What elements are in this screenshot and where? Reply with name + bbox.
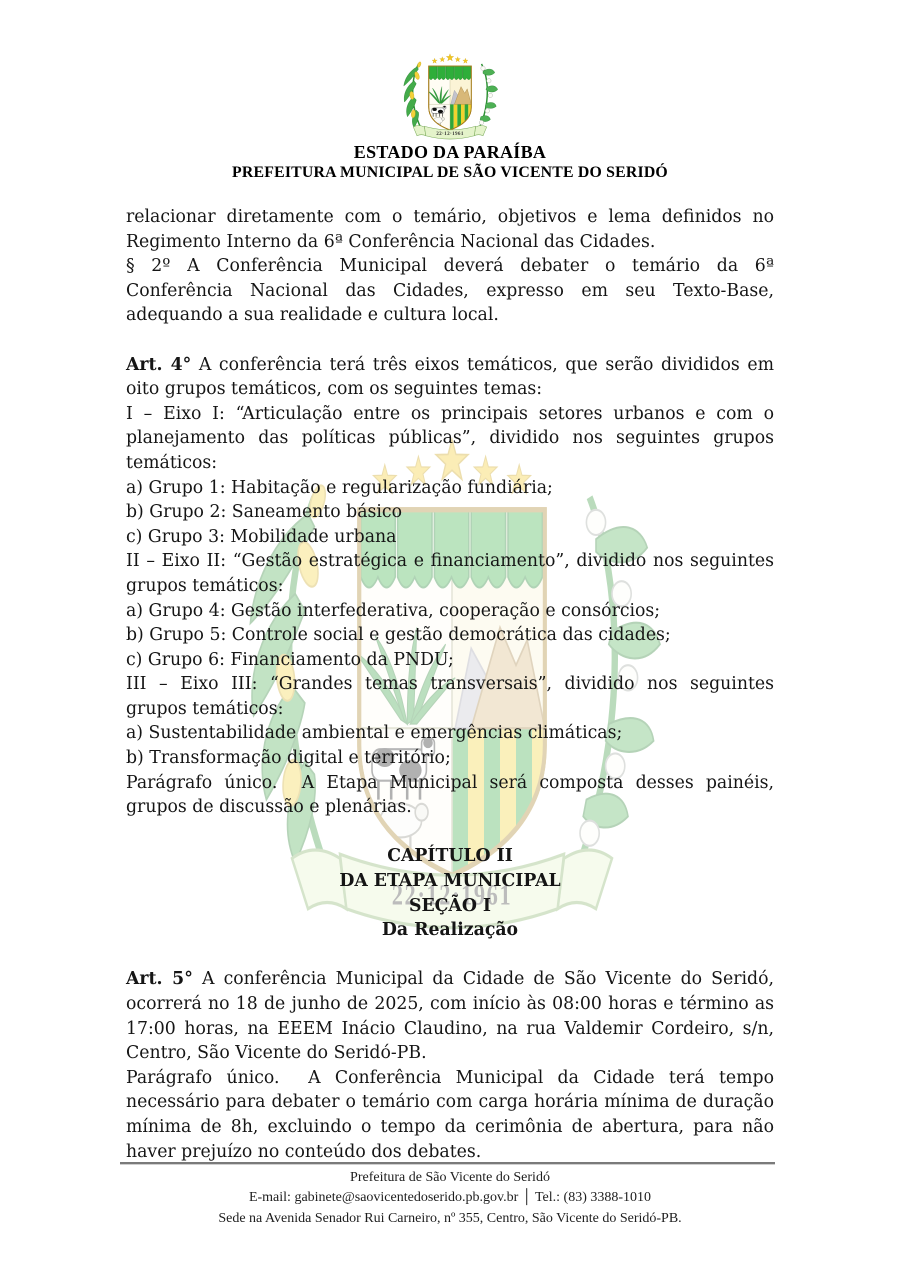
- footer-contact-line: E-mail: gabinete@saovicentedoserido.pb.gov.br │ Tel.: (83) 3388-1010: [248, 1190, 652, 1206]
- paragraph-text: II – Eixo II: “Gestão estratégica e financiamento”, dividido nos seguintes grupos temáticos:: [126, 551, 774, 596]
- article-lead: Art. 5°: [126, 969, 193, 990]
- paragraph: [126, 205, 774, 254]
- paragraph-text: Parágrafo único. A Etapa Municipal será composta desses painéis, grupos de discussão e plenárias.: [126, 772, 774, 818]
- municipality-title: PREFEITURA MUNICIPAL DE SÃO VICENTE DO SERIDÓ: [232, 164, 668, 181]
- footer-org-name: Prefeitura de São Vicente do Seridó: [350, 1170, 550, 1185]
- paragraph: [126, 549, 774, 598]
- paragraph: [126, 254, 774, 328]
- paragraph: [126, 623, 774, 648]
- heading-line: [126, 918, 774, 943]
- paragraph-text: § 2º A Conferência Municipal deverá debater o temário da 6ª Conferência Nacional das Cidades, expresso em seu Texto-Base, adequando a sua realidade e cultura local.: [126, 256, 774, 326]
- heading-line: [126, 894, 774, 919]
- footer-divider: [120, 1162, 775, 1165]
- paragraph-text: A conferência Municipal da Cidade de São Vicente do Seridó, ocorrerá no 18 de junho de 2025, com início às 08:00 horas e término as 17:00 horas, na EEEM Inácio Claudino, na rua Valdemir Cordeiro, s/n, Centro, São Vicente do Seridó-PB.: [126, 969, 774, 1064]
- page-footer: [0, 1168, 900, 1229]
- paragraph: [126, 648, 774, 673]
- paragraph-text: b) Grupo 5: Controle social e gestão democrática das cidades;: [126, 625, 671, 646]
- paragraph: [126, 721, 774, 746]
- paragraph: [126, 500, 774, 525]
- document-body: [126, 205, 774, 1164]
- paragraph: [126, 1066, 774, 1164]
- paragraph-text: Parágrafo único. A Conferência Municipal da Cidade terá tempo necessário para debater o temário com carga horária mínima de duração mínima de 8h, excluindo o tempo da cerimônia de abertura, para não haver prejuízo no conteúdo dos debates.: [126, 1067, 774, 1162]
- heading-line: [126, 844, 774, 869]
- paragraph-text: b) Grupo 2: Saneamento básico: [126, 502, 402, 523]
- letterhead: [0, 0, 900, 183]
- paragraph-text: a) Grupo 4: Gestão interfederativa, cooperação e consórcios;: [126, 600, 661, 621]
- paragraph: [126, 525, 774, 550]
- paragraph: [126, 746, 774, 771]
- paragraph: [126, 599, 774, 624]
- paragraph-text: c) Grupo 3: Mobilidade urbana: [126, 526, 397, 547]
- paragraph-text: A conferência terá três eixos temáticos, que serão divididos em oito grupos temáticos, com os seguintes temas:: [126, 354, 774, 400]
- heading-line: [126, 869, 774, 894]
- article-lead: Art. 4°: [126, 354, 192, 375]
- paragraph-text: CAPÍTULO II: [387, 846, 513, 867]
- state-title: ESTADO DA PARAÍBA: [353, 142, 547, 162]
- paragraph-text: c) Grupo 6: Financiamento da PNDU;: [126, 649, 454, 670]
- paragraph-text: DA ETAPA MUNICIPAL: [339, 871, 561, 892]
- paragraph-text: b) Transformação digital e território;: [126, 748, 451, 769]
- coat-of-arms-icon: [395, 52, 505, 144]
- paragraph-text: Da Realização: [381, 920, 519, 941]
- paragraph: [126, 771, 774, 820]
- paragraph: [126, 967, 774, 1065]
- paragraph: [126, 353, 774, 402]
- paragraph-text: a) Grupo 1: Habitação e regularização fundiária;: [126, 477, 553, 498]
- footer-address-line: Sede na Avenida Senador Rui Carneiro, nº 355, Centro, São Vicente do Seridó-PB.: [218, 1210, 682, 1226]
- paragraph-text: SEÇÃO I: [409, 895, 491, 916]
- paragraph-text: I – Eixo I: “Articulação entre os principais setores urbanos e com o planejamento das políticas públicas”, dividido nos seguintes grupos temáticos:: [126, 403, 774, 473]
- paragraph: [126, 672, 774, 721]
- paragraph-text: III – Eixo III: “Grandes temas transversais”, dividido nos seguintes grupos temáticos:: [126, 674, 774, 719]
- paragraph-text: relacionar diretamente com o temário, objetivos e lema definidos no Regimento Interno da 6ª Conferência Nacional das Cidades.: [126, 207, 774, 252]
- paragraph: [126, 402, 774, 476]
- paragraph: [126, 476, 774, 501]
- paragraph-text: a) Sustentabilidade ambiental e emergências climáticas;: [126, 723, 623, 744]
